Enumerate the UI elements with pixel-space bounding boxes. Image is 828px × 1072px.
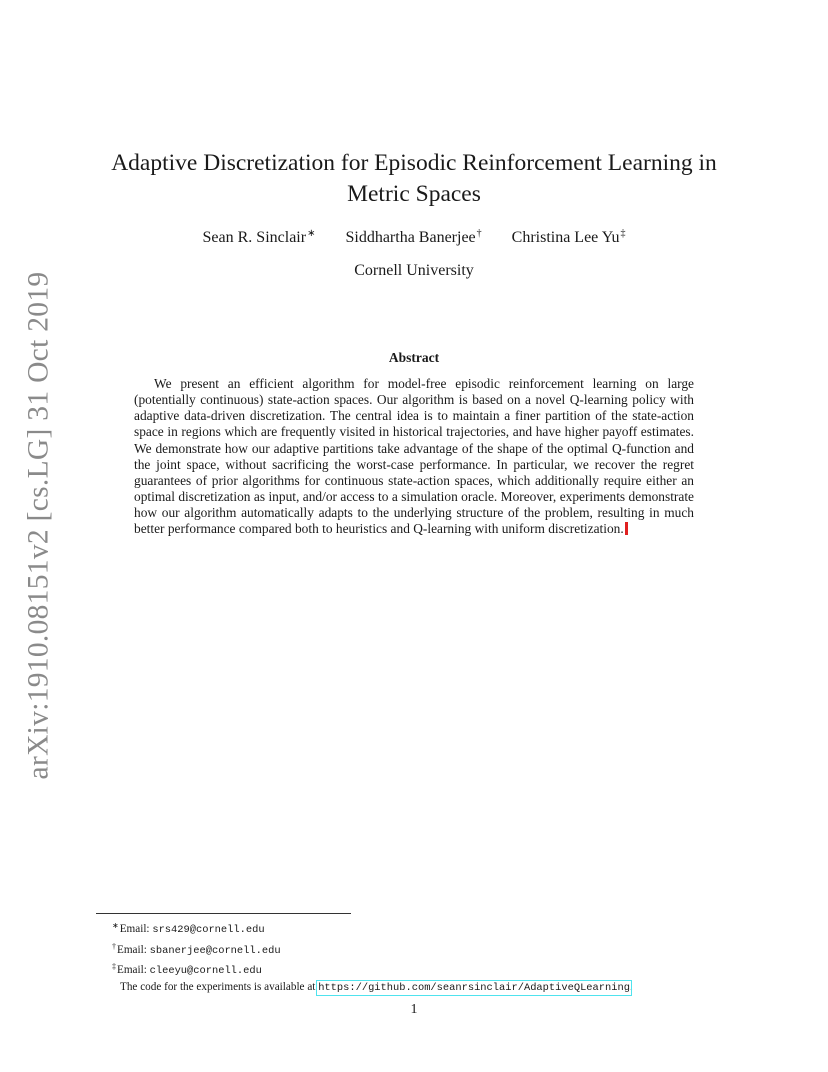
author-footnote-mark: ∗: [307, 228, 316, 239]
footnote-email: [112, 918, 712, 939]
author-footnote-mark: ‡: [620, 228, 626, 239]
footnote-link-marker[interactable]: [625, 522, 628, 535]
arxiv-identifier-text: arXiv:1910.08151v2 [cs.LG] 31 Oct 2019: [22, 271, 55, 779]
abstract-heading: Abstract: [388, 350, 440, 365]
footnote-code: [112, 980, 712, 997]
footnote-email: [112, 939, 712, 960]
paper-title: Adaptive Discretization for Episodic Reinforcement Learning in Metric Spaces: [111, 150, 717, 207]
author-name: Siddhartha Banerjee: [345, 229, 476, 246]
footnote-mark: ∗: [112, 921, 119, 930]
footnote-label: Email:: [117, 964, 147, 977]
email-address: sbanerjee@cornell.edu: [149, 944, 281, 957]
code-note-text: The code for the experiments is available at: [120, 981, 316, 994]
email-address: cleeyu@cornell.edu: [149, 965, 262, 978]
footnote-mark: ‡: [112, 962, 116, 972]
author: [512, 228, 626, 247]
footnote-label: Email:: [119, 923, 150, 935]
affiliation: Cornell University: [354, 262, 474, 279]
footnote-email: [112, 959, 712, 980]
github-link[interactable]: https://github.com/seanrsinclair/AdaptiveQLearning: [318, 982, 630, 995]
footnote-mark: †: [112, 941, 116, 951]
author-name: Christina Lee Yu: [511, 229, 620, 246]
page-number: 1: [410, 1002, 418, 1017]
author: [203, 228, 316, 247]
author-name: Sean R. Sinclair: [202, 229, 307, 246]
author-list: [0, 228, 828, 247]
abstract-body-text: We present an efficient algorithm for model-free episodic reinforcement learning on large (potentially continuous) state-action spaces. Our algorithm is based on a novel Q-learning policy with adaptive data-driven discretization. The central idea is to maintain a finer partition of the state-action space in regions which are frequently visited in historical trajectories, and have higher payoff estimates. We demonstrate how our adaptive partitions take advantage of the shape of the optimal Q-function and the joint space, without sacrificing the worst-case performance. In particular, we recover the regret guarantees of prior algorithms for continuous state-action spaces, which additionally require either an optimal discretization as input, and/or access to a simulation oracle. Moreover, experiments demonstrate how our algorithm automatically adapts to the underlying structure of the problem, resulting in much better performance compared both to heuristics and Q-learning with uniform discretization.: [134, 376, 694, 537]
abstract-text: [134, 376, 694, 538]
code-note-period: .: [629, 981, 633, 994]
footnote-divider: [96, 913, 351, 914]
author-footnote-mark: †: [476, 228, 482, 239]
footnotes: [112, 918, 712, 997]
footnote-label: Email:: [117, 943, 147, 956]
email-address: srs429@cornell.edu: [152, 924, 265, 936]
author: [345, 228, 481, 247]
